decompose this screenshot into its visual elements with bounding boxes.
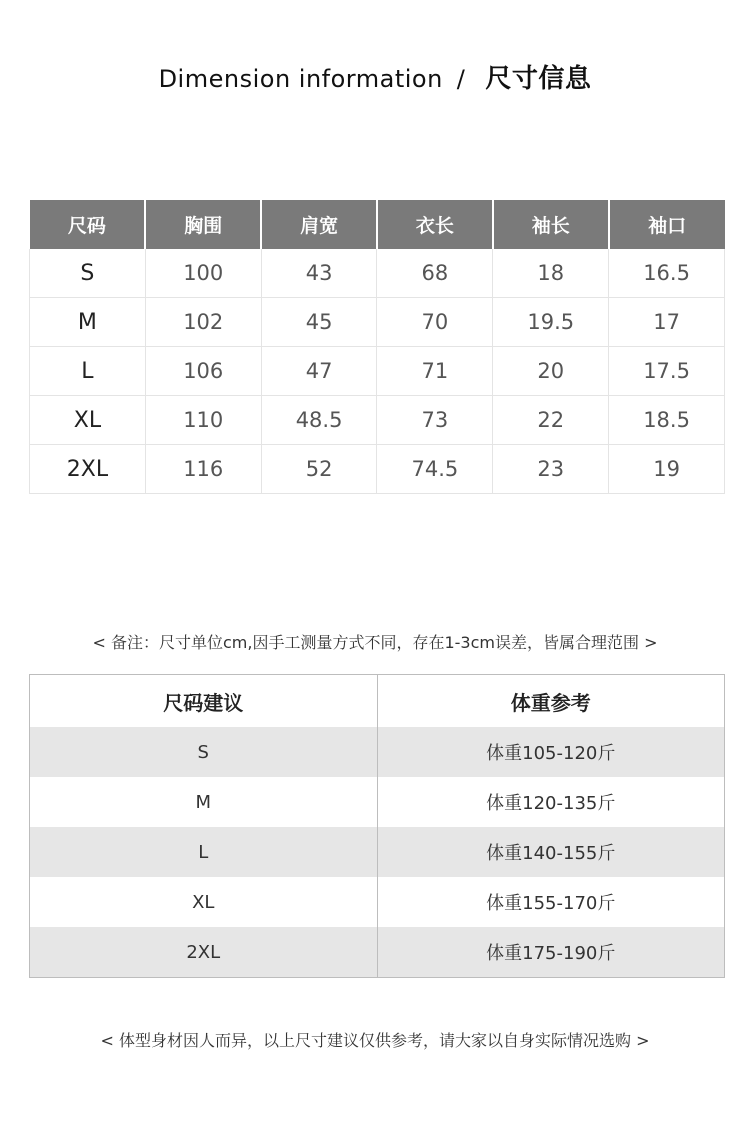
length-cell: 68 — [377, 249, 493, 298]
shoulder-cell: 48.5 — [261, 396, 377, 445]
table-row — [30, 877, 725, 927]
cuff-cell: 17.5 — [609, 347, 725, 396]
header-size-suggestion: 尺码建议 — [30, 675, 378, 728]
header-cuff: 袖口 — [609, 200, 725, 249]
chest-cell: 102 — [145, 298, 261, 347]
header-shoulder: 肩宽 — [261, 200, 377, 249]
size-cell: XL — [30, 877, 378, 927]
shoulder-cell: 47 — [261, 347, 377, 396]
size-cell: 2XL — [30, 445, 146, 494]
title-separator: / — [456, 65, 466, 93]
table-row — [30, 827, 725, 877]
dimension-table — [29, 200, 725, 494]
size-recommendation-table — [29, 674, 725, 978]
weight-cell: 体重105-120斤 — [377, 727, 725, 777]
table-row — [30, 396, 725, 445]
cuff-cell: 19 — [609, 445, 725, 494]
chest-cell: 116 — [145, 445, 261, 494]
page-title — [0, 58, 750, 95]
dimension-header-row — [30, 200, 725, 249]
length-cell: 74.5 — [377, 445, 493, 494]
weight-cell: 体重120-135斤 — [486, 793, 616, 814]
cuff-cell: 17 — [609, 298, 725, 347]
header-size: 尺码 — [30, 200, 146, 249]
table-row — [30, 727, 725, 777]
size-cell: XL — [30, 396, 146, 445]
size-cell: S — [30, 249, 146, 298]
weight-cell: 体重155-170斤 — [486, 893, 616, 914]
header-sleeve: 袖长 — [493, 200, 609, 249]
header-weight-reference: 体重参考 — [377, 675, 725, 728]
shoulder-cell: 52 — [261, 445, 377, 494]
weight-cell: 体重140-155斤 — [377, 827, 725, 877]
sleeve-cell: 22 — [493, 396, 609, 445]
sleeve-cell: 23 — [493, 445, 609, 494]
cuff-cell: 16.5 — [609, 249, 725, 298]
size-cell: M — [30, 777, 378, 827]
chest-cell: 106 — [145, 347, 261, 396]
length-cell: 70 — [377, 298, 493, 347]
sleeve-cell: 20 — [493, 347, 609, 396]
size-cell: L — [30, 827, 378, 877]
shoulder-cell: 45 — [261, 298, 377, 347]
measurement-note: < 备注：尺寸单位cm,因手工测量方式不同，存在1-3cm误差，皆属合理范围 > — [92, 633, 658, 652]
table-row — [30, 249, 725, 298]
header-chest: 胸围 — [145, 200, 261, 249]
cuff-cell: 18.5 — [609, 396, 725, 445]
title-english: Dimension information — [158, 65, 443, 93]
table-row — [30, 777, 725, 827]
size-cell: M — [30, 298, 146, 347]
sleeve-cell: 18 — [493, 249, 609, 298]
table-row — [30, 347, 725, 396]
sleeve-cell: 19.5 — [493, 298, 609, 347]
table-row — [30, 298, 725, 347]
chest-cell: 110 — [145, 396, 261, 445]
recommendation-header-row — [30, 675, 725, 728]
disclaimer-note: < 体型身材因人而异，以上尺寸建议仅供参考，请大家以自身实际情况选购 > — [100, 1031, 650, 1050]
size-cell: 2XL — [30, 927, 378, 978]
size-cell: L — [30, 347, 146, 396]
length-cell: 71 — [377, 347, 493, 396]
title-chinese: 尺寸信息 — [485, 64, 592, 94]
table-row — [30, 445, 725, 494]
shoulder-cell: 43 — [261, 249, 377, 298]
table-row — [30, 927, 725, 978]
size-cell: S — [30, 727, 378, 777]
length-cell: 73 — [377, 396, 493, 445]
header-length: 衣长 — [377, 200, 493, 249]
chest-cell: 100 — [145, 249, 261, 298]
weight-cell: 体重175-190斤 — [377, 927, 725, 978]
